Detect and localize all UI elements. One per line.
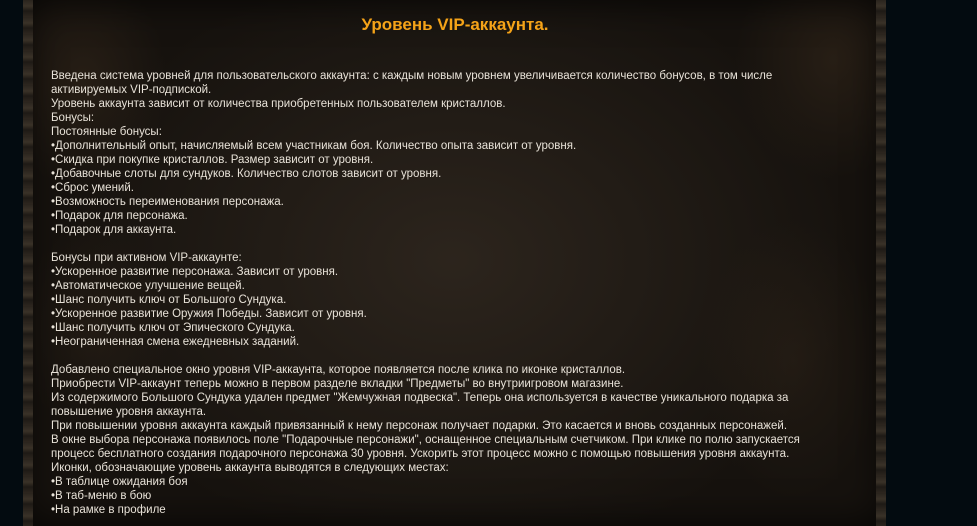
- list-item: •Автоматическое улучшение вещей.: [51, 280, 245, 292]
- note-line: Добавлено специальное окно уровня VIP-аккаунта, которое появляется после клика по иконке кристаллов.: [51, 364, 626, 376]
- list-item: •Скидка при покупке кристаллов. Размер зависит от уровня.: [51, 154, 374, 166]
- note-line: При повышении уровня аккаунта каждый привязанный к нему персонаж получает подарки. Это касается и вновь созданных персонажей.: [51, 420, 788, 432]
- list-item: •Подарок для персонажа.: [51, 210, 188, 222]
- list-item: •В таб-меню в бою: [51, 490, 152, 502]
- note-line: процесс бесплатного создания подарочного персонажа 30 уровня. Ускорить этот процесс можно с помощью повышения уровня аккаунта.: [51, 448, 790, 460]
- spacer: [51, 237, 841, 251]
- panel-right-edge: [876, 0, 886, 526]
- list-item: •Добавочные слоты для сундуков. Количество слотов зависит от уровня.: [51, 168, 442, 180]
- article-body: [51, 69, 841, 517]
- list-item: •Ускоренное развитие Оружия Победы. Зависит от уровня.: [51, 308, 367, 320]
- intro-line: Уровень аккаунта зависит от количества приобретенных пользователем кристаллов.: [51, 98, 506, 110]
- intro-line: активируемых VIP-подпиской.: [51, 84, 212, 96]
- panel-left-edge: [23, 0, 33, 526]
- list-item: •На рамке в профиле: [51, 504, 166, 516]
- list-item: •Неограниченная смена ежедневных заданий.: [51, 336, 300, 348]
- list-item: •Сброс умений.: [51, 182, 134, 194]
- note-line: повышение уровня аккаунта.: [51, 406, 207, 418]
- note-line: Иконки, обозначающие уровень аккаунта выводятся в следующих местах:: [51, 462, 449, 474]
- list-item: •Шанс получить ключ от Эпического Сундука.: [51, 322, 295, 334]
- permanent-bonuses-heading: Постоянные бонусы:: [51, 126, 162, 138]
- note-line: Из содержимого Большого Сундука удален предмет "Жемчужная подвеска". Теперь она используется в качестве уникального подарка за: [51, 392, 789, 404]
- list-item: •Возможность переименования персонажа.: [51, 196, 284, 208]
- bonuses-label: Бонусы:: [51, 112, 95, 124]
- note-line: Приобрести VIP-аккаунт теперь можно в первом разделе вкладки "Предметы" во внутриигровом магазине.: [51, 378, 624, 390]
- list-item: •Подарок для аккаунта.: [51, 224, 177, 236]
- list-item: •Ускоренное развитие персонажа. Зависит от уровня.: [51, 266, 339, 278]
- list-item: •В таблице ожидания боя: [51, 476, 188, 488]
- list-item: •Шанс получить ключ от Большого Сундука.: [51, 294, 287, 306]
- page-title: Уровень VIP-аккаунта.: [361, 15, 549, 34]
- active-bonuses-heading: Бонусы при активном VIP-аккаунте:: [51, 252, 242, 264]
- list-item: •Дополнительный опыт, начисляемый всем участникам боя. Количество опыта зависит от уровня.: [51, 140, 577, 152]
- intro-line: Введена система уровней для пользовательского аккаунта: с каждым новым уровнем увеличивается количество бонусов, в том числе: [51, 70, 773, 82]
- note-line: В окне выбора персонажа появилось поле "Подарочные персонажи", оснащенное специальным счетчиком. При клике по полю запускается: [51, 434, 800, 446]
- spacer: [51, 349, 841, 363]
